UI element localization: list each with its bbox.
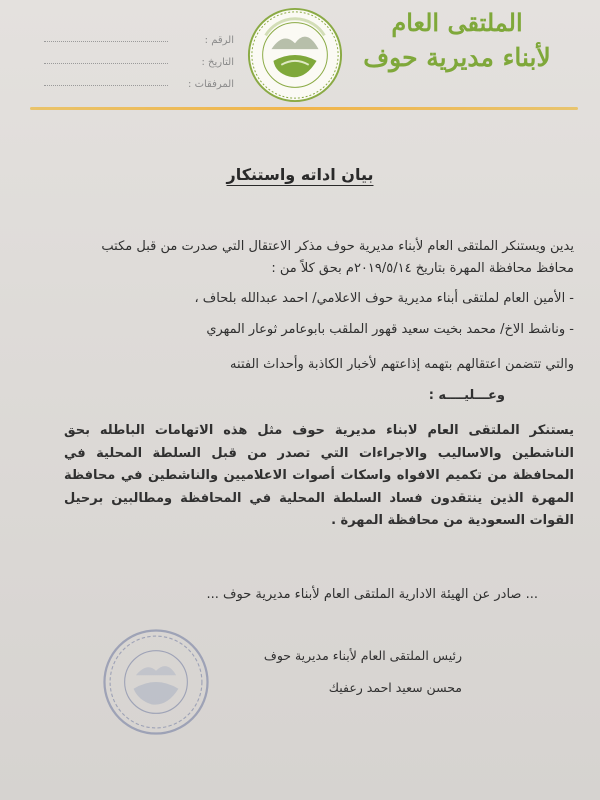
organization-name-line2: لأبناء مديرية حوف	[363, 43, 551, 73]
and-therefore-heading: وعـــليــــه :	[428, 388, 505, 403]
reference-fields	[44, 24, 234, 90]
field-label: الرقم :	[204, 35, 234, 46]
document-title: بيان اداته واستنكار	[226, 165, 374, 184]
organization-logo	[246, 6, 344, 104]
field-label: المرفقات :	[188, 79, 234, 90]
organization-name-line1: الملتقى العام	[391, 8, 523, 37]
signatory-name: محسن سعيد احمد رعفيك	[328, 680, 462, 695]
field-blank-line	[44, 62, 168, 64]
person-1: - الأمين العام لملتقى أبناء مديرية حوف الاعلامي/ احمد عبدالله بلحاف ،	[194, 291, 574, 306]
field-blank-line	[44, 84, 168, 86]
field-attachments	[44, 68, 234, 90]
field-blank-line	[44, 40, 168, 42]
header-divider	[30, 107, 578, 110]
field-number	[44, 24, 234, 46]
field-date	[44, 46, 234, 68]
field-label: التاريخ :	[201, 57, 234, 68]
intro-paragraph: يدين ويستنكر الملتقى العام لأبناء مديرية حوف مذكر الاعتقال التي صدرت من قبل مكتب محافظ محافظة المهرة بتاريخ ٢٠١٩/٥/١٤م بحق كلاً من :	[101, 239, 574, 276]
main-paragraph: يستنكر الملتقى العام لابناء مديرية حوف مثل هذه الاتهامات الباطله بحق الناشطين والاساليب والاجراءات التي تصدر من قبل السلطة المحلية في المحافظة من تكميم الافواه واسكات أصوات الاعلاميين والناشطين في محافظة المهرة الذين ينتقدون فساد السلطة المحلية في المحافظة ومطالبين برحيل القوات السعودية من محافظة المهرة .	[64, 423, 574, 528]
organization-name	[332, 10, 582, 72]
signatory-role: رئيس الملتقى العام لأبناء مديرية حوف	[263, 648, 462, 663]
person-2: - وناشط الاخ/ محمد بخيت سعيد قهور الملقب بابوعامر ثوعار المهري	[206, 322, 574, 337]
issued-by-line: ... صادر عن الهيئة الادارية الملتقى العام لأبناء مديرية حوف ...	[206, 587, 538, 602]
accusation-paragraph: والتي تتضمن اعتقالهم بتهمه إذاعتهم لأخبار الكاذبة وأحداث الفتنه	[230, 357, 574, 372]
letterhead	[0, 0, 600, 112]
